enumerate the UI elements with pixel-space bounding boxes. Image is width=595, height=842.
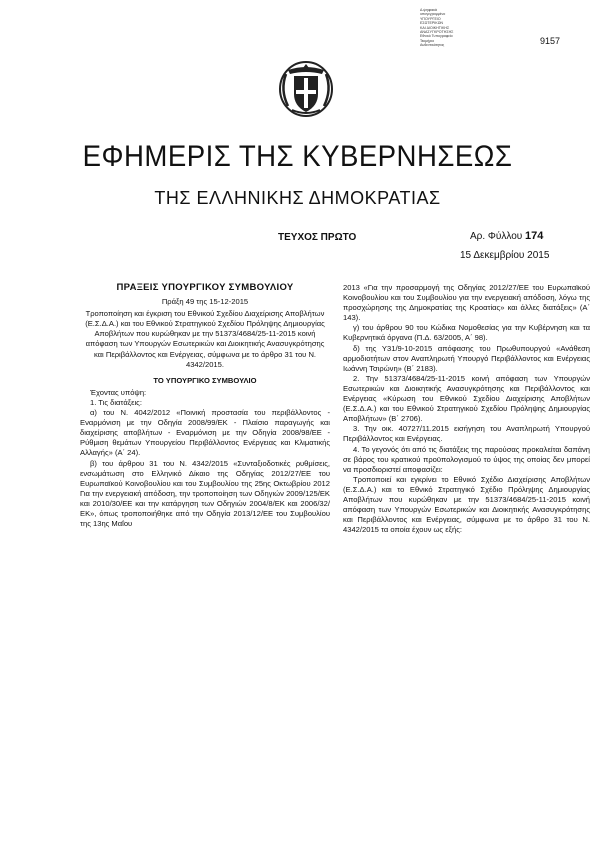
paragraph: 2013 «Για την προσαρμογή της Οδηγίας 2012/27/ΕΕ του Ευρωπαϊκού Κοινοβουλίου και του Συμβουλίου για την ενεργειακή απόδοση, λόγω της προσχώρησης της Δημοκρατίας της Κροατίας» και άλλες διατάξεις» (Α΄ 143). bbox=[343, 283, 590, 323]
act-number: Πράξη 49 της 15-12-2015 bbox=[161, 297, 249, 307]
sheet-number bbox=[470, 230, 543, 242]
council-heading: ΤΟ ΥΠΟΥΡΓΙΚΟ ΣΥΜΒΟΥΛΙΟ bbox=[153, 375, 257, 385]
sheet-value: 174 bbox=[525, 230, 544, 242]
paragraph: α) του Ν. 4042/2012 «Ποινική προστασία του περιβάλλοντος - Εναρμόνιση με την Οδηγία 2008/99/ΕΚ - Πλαίσιο παραγωγής και διαχείρισης αποβλήτων - Εναρμόνιση με την Οδηγία 2008/98/ΕΕ - Ρύθμιση θεμάτων Υπουργείου Περιβάλλοντος Ενέργειας και Κλιματικής Αλλαγής» (Α΄ 24). bbox=[80, 408, 330, 458]
section-title: ΠΡΑΞΕΙΣ ΥΠΟΥΡΓΙΚΟΥ ΣΥΜΒΟΥΛΙΟΥ bbox=[116, 282, 294, 293]
greek-coat-of-arms-icon bbox=[278, 60, 334, 118]
paragraph: 3. Την οικ. 40727/11.2015 εισήγηση του Αναπληρωτή Υπουργού Περιβάλλοντος και Ενέργειας. bbox=[343, 424, 590, 444]
paragraph: 2. Την 51373/4684/25-11-2015 κοινή απόφαση των Υπουργών Εσωτερικών και Διοικητικής Ανασυγκρότησης και Περιβάλλοντος και Ενέργειας «Κύρωση του Εθνικού Σχεδίου Διαχείρισης Αποβλήτων (Ε.Σ.Δ.Α.) και του Εθνικού Στρατηγικού Σχεδίου Πρόληψης Δημιουργίας Αποβλήτων» (Β΄ 2706). bbox=[343, 373, 590, 424]
gazette-subtitle: ΤΗΣ ΕΛΛΗΝΙΚΗΣ ΔΗΜΟΚΡΑΤΙΑΣ bbox=[154, 188, 441, 208]
paragraph: δ) της Υ31/9-10-2015 απόφασης του Πρωθυπουργού «Ανάθεση αρμοδιοτήτων στον Αναπληρωτή Υπουργό Περιβάλλοντος και Ενέργειας Ιωάννη Τσιρώνη» (Β΄ 2183). bbox=[343, 343, 590, 373]
paragraph: γ) του άρθρου 90 του Κώδικα Νομοθεσίας για την Κυβέρνηση και τα Κυβερνητικά όργανα (Π.Δ. 63/2005, Α΄ 98). bbox=[343, 323, 590, 343]
digital-signature-stamp: Δ.ψηφιακά υπογεγραμμένο ΥΠΟΥΡΓΕΙΟ ΕΣΩΤΕΡΙΚΩΝ ΚΑΙ ΔΙΟΙΚΗΤΙΚΗΣ ΑΝΑΣΥΓΚΡΟΤΗΣΗΣ Εθνικό Τυπογραφείο Τεκμήριο Αυθεντικότητας bbox=[420, 8, 454, 48]
sheet-label: Αρ. Φύλλου bbox=[470, 231, 526, 242]
paragraph: β) του άρθρου 31 του Ν. 4342/2015 «Συνταξιοδοτικές ρυθμίσεις, ενσωμάτωση στο Ελληνικό Δίκαιο της Οδηγίας 2012/27/ΕΕ του Ευρωπαϊκού Κοινοβουλίου και του Συμβουλίου της 25ης Οκτωβρίου 2012 Για την ενεργειακή απόδοση, την τροποποίηση των Οδηγιών 2009/125/ΕΚ και 2010/30/ΕΕ και την κατάργηση των Οδηγιών 2004/8/ΕΚ και 2006/32/ΕΚ», όπως τροποποιήθηκε από την Οδηγία 2013/12/ΕΕ του Συμβουλίου της 13ης Μαΐου bbox=[80, 458, 330, 529]
paragraph: Έχοντας υπόψη: bbox=[90, 387, 147, 397]
paragraph: Τροποποιεί και εγκρίνει το Εθνικό Σχέδιο Διαχείρισης Αποβλήτων (Ε.Σ.Δ.Α.) και το Εθνικό Στρατηγικό Σχέδιο Πρόληψης Δημιουργίας Αποβλήτων που κυρώθηκαν με την 51373/4684/25-11-2015 κοινή απόφαση των Υπουργών Εσωτερικών και Διοικητικής Ανασυγκρότησης και Περιβάλλοντος και Ενέργειας, σύμφωνα με το άρθρο 31 του Ν. 4342/2015 τα οποία έχουν ως εξής: bbox=[343, 474, 590, 535]
gazette-title: ΕΦΗΜΕΡΙΣ ΤΗΣ ΚΥΒΕΡΝΗΣΕΩΣ bbox=[82, 140, 513, 173]
left-column bbox=[80, 283, 330, 529]
issue-label: ΤΕΥΧΟΣ ΠΡΩΤΟ bbox=[278, 232, 357, 243]
right-column bbox=[343, 283, 590, 535]
issue-date: 15 Δεκεμβρίου 2015 bbox=[460, 250, 550, 261]
act-title: Τροποποίηση και έγκριση του Εθνικού Σχεδίου Διαχείρισης Αποβλήτων (Ε.Σ.Δ.Α.) και του Εθνικού Στρατηγικού Σχεδίου Πρόληψης Δημιουργίας Αποβλήτων που κυρώθηκαν με την 51373/4684/25-11-2015 κοινή απόφαση των Υπουργών Εσωτερικών και Διοικητικής Ανασυγκρότησης και Περιβάλλοντος και Ενέργειας, σύμφωνα με το άρθρο 31 του Ν. 4342/2015. bbox=[85, 309, 325, 369]
paragraph: 4. Το γεγονός ότι από τις διατάξεις της παρούσας προκαλείται δαπάνη σε βάρος του κρατικού προϋπολογισμού το ύψος της οποίας δεν μπορεί να προσδιοριστεί αποφασίζει: bbox=[343, 444, 590, 474]
page-number: 9157 bbox=[540, 36, 561, 46]
paragraph: 1. Τις διατάξεις: bbox=[90, 397, 142, 407]
